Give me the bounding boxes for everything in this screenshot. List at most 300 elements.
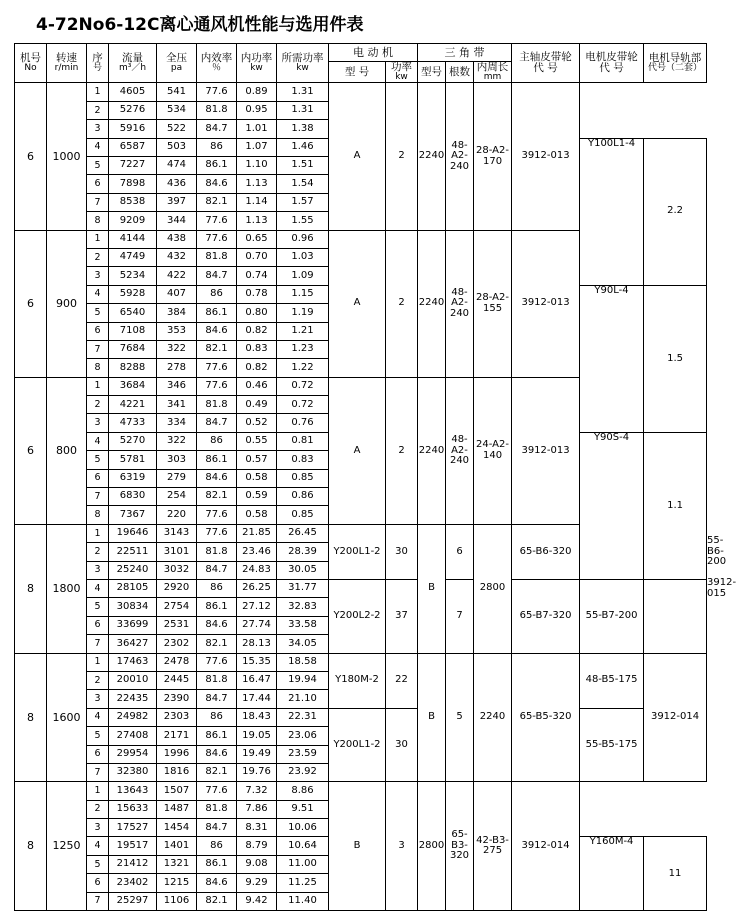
cell-quanya: 322 xyxy=(157,340,197,358)
cell-liuliang: 7227 xyxy=(109,157,157,175)
cell-npower: 26.25 xyxy=(237,580,277,598)
cell-rpower: 0.72 xyxy=(277,396,329,414)
th-suoxugonglv: 所需功率 kw xyxy=(277,44,329,83)
cell-rpower: 30.05 xyxy=(277,561,329,579)
cell-quanya: 1401 xyxy=(157,837,197,855)
cell-main-pulley: 65-B7-320 xyxy=(512,580,580,654)
cell-seq: 8 xyxy=(87,359,109,377)
cell-eff: 84.7 xyxy=(197,414,237,432)
cell-eff: 82.1 xyxy=(197,193,237,211)
cell-quanya: 1816 xyxy=(157,763,197,781)
cell-quanya: 474 xyxy=(157,157,197,175)
cell-npower: 8.79 xyxy=(237,837,277,855)
cell-liuliang: 23402 xyxy=(109,874,157,892)
cell-eff: 77.6 xyxy=(197,377,237,395)
cell-liuliang: 7684 xyxy=(109,340,157,358)
cell-eff: 86.1 xyxy=(197,451,237,469)
cell-rpower: 9.51 xyxy=(277,800,329,818)
cell-npower: 0.58 xyxy=(237,469,277,487)
cell-rpower: 1.23 xyxy=(277,340,329,358)
cell-motor-power: 2.2 xyxy=(644,138,707,285)
cell-rpower: 1.51 xyxy=(277,157,329,175)
cell-seq: 6 xyxy=(87,616,109,634)
th-motor-model: 型 号 xyxy=(329,62,386,83)
cell-eff: 82.1 xyxy=(197,892,237,910)
cell-quanya: 322 xyxy=(157,432,197,450)
cell-quanya: 503 xyxy=(157,138,197,156)
cell-npower: 0.89 xyxy=(237,83,277,101)
th-belt-group: 三 角 带 xyxy=(418,44,512,62)
cell-belt-length: 2800 xyxy=(474,524,512,653)
cell-seq: 5 xyxy=(87,727,109,745)
cell-zhuansu: 1600 xyxy=(47,653,87,782)
cell-motor-model: Y200L2-2 xyxy=(329,580,386,654)
cell-motor-power: 11 xyxy=(644,837,707,911)
cell-jihao: 8 xyxy=(15,782,47,911)
cell-jihao: 6 xyxy=(15,377,47,524)
cell-seq: 7 xyxy=(87,488,109,506)
cell-npower: 27.12 xyxy=(237,598,277,616)
cell-rpower: 21.10 xyxy=(277,690,329,708)
cell-seq: 5 xyxy=(87,451,109,469)
th-xuhao: 序 号 xyxy=(87,44,109,83)
cell-quanya: 2531 xyxy=(157,616,197,634)
cell-npower: 21.85 xyxy=(237,524,277,542)
cell-rpower: 31.77 xyxy=(277,580,329,598)
cell-rpower: 0.85 xyxy=(277,469,329,487)
cell-belt-count: 2 xyxy=(386,83,418,230)
cell-liuliang: 20010 xyxy=(109,671,157,689)
cell-liuliang: 21412 xyxy=(109,855,157,873)
cell-quanya: 2302 xyxy=(157,635,197,653)
cell-eff: 77.6 xyxy=(197,212,237,230)
cell-liuliang: 25240 xyxy=(109,561,157,579)
cell-npower: 18.43 xyxy=(237,708,277,726)
cell-belt-count: 2 xyxy=(386,377,418,524)
cell-quanya: 407 xyxy=(157,285,197,303)
table-body xyxy=(15,83,736,911)
cell-npower: 1.14 xyxy=(237,193,277,211)
cell-npower: 1.13 xyxy=(237,212,277,230)
cell-quanya: 397 xyxy=(157,193,197,211)
th-neixiaolv: 内效率 ％ xyxy=(197,44,237,83)
cell-motor-pulley: 24-A2-140 xyxy=(474,377,512,524)
cell-liuliang: 5781 xyxy=(109,451,157,469)
cell-liuliang: 22511 xyxy=(109,543,157,561)
cell-seq: 3 xyxy=(87,120,109,138)
cell-main-pulley: 48-A2-240 xyxy=(446,83,474,230)
cell-rpower: 10.64 xyxy=(277,837,329,855)
cell-rpower: 0.83 xyxy=(277,451,329,469)
cell-motor-model: Y160M-4 xyxy=(580,837,644,911)
cell-motor-power: 1.5 xyxy=(644,285,707,432)
cell-liuliang: 24982 xyxy=(109,708,157,726)
cell-liuliang: 7108 xyxy=(109,322,157,340)
cell-liuliang: 4749 xyxy=(109,248,157,266)
cell-motor-model: Y100L1-4 xyxy=(580,138,644,285)
cell-seq: 5 xyxy=(87,855,109,873)
cell-eff: 81.8 xyxy=(197,543,237,561)
cell-eff: 77.6 xyxy=(197,524,237,542)
cell-quanya: 1106 xyxy=(157,892,197,910)
th-motor-power: 功率 kw xyxy=(386,62,418,83)
cell-rpower: 0.96 xyxy=(277,230,329,248)
cell-motor-model: Y180M-2 xyxy=(329,653,386,708)
cell-seq: 8 xyxy=(87,212,109,230)
th-belt-type: 型号 xyxy=(418,62,446,83)
cell-belt-type: B xyxy=(329,782,386,911)
cell-eff: 86.1 xyxy=(197,598,237,616)
cell-eff: 81.8 xyxy=(197,800,237,818)
cell-eff: 81.8 xyxy=(197,248,237,266)
cell-npower: 0.78 xyxy=(237,285,277,303)
cell-quanya: 522 xyxy=(157,120,197,138)
cell-npower: 9.08 xyxy=(237,855,277,873)
cell-npower: 0.58 xyxy=(237,506,277,524)
cell-seq: 6 xyxy=(87,874,109,892)
cell-liuliang: 3684 xyxy=(109,377,157,395)
cell-belt-length: 2240 xyxy=(418,83,446,230)
cell-motor-pulley: 42-B3-275 xyxy=(474,782,512,911)
cell-rpower: 19.94 xyxy=(277,671,329,689)
cell-liuliang: 6540 xyxy=(109,304,157,322)
cell-quanya: 3101 xyxy=(157,543,197,561)
cell-motor-power: 1.1 xyxy=(644,432,707,579)
cell-seq: 3 xyxy=(87,819,109,837)
cell-liuliang: 7367 xyxy=(109,506,157,524)
cell-liuliang: 5928 xyxy=(109,285,157,303)
cell-zhuansu: 1800 xyxy=(47,524,87,653)
cell-npower: 24.83 xyxy=(237,561,277,579)
cell-eff: 86.1 xyxy=(197,727,237,745)
cell-seq: 5 xyxy=(87,157,109,175)
cell-eff: 84.7 xyxy=(197,561,237,579)
cell-motor-model: Y90S-4 xyxy=(580,432,644,579)
cell-quanya: 346 xyxy=(157,377,197,395)
cell-npower: 19.05 xyxy=(237,727,277,745)
cell-rpower: 8.86 xyxy=(277,782,329,800)
cell-quanya: 1487 xyxy=(157,800,197,818)
cell-rpower: 0.85 xyxy=(277,506,329,524)
cell-seq: 1 xyxy=(87,377,109,395)
cell-seq: 7 xyxy=(87,635,109,653)
cell-liuliang: 36427 xyxy=(109,635,157,653)
cell-rpower: 18.58 xyxy=(277,653,329,671)
cell-quanya: 2920 xyxy=(157,580,197,598)
cell-seq: 1 xyxy=(87,653,109,671)
cell-quanya: 353 xyxy=(157,322,197,340)
cell-rpower: 1.31 xyxy=(277,101,329,119)
cell-seq: 2 xyxy=(87,101,109,119)
cell-eff: 84.6 xyxy=(197,322,237,340)
cell-liuliang: 29954 xyxy=(109,745,157,763)
cell-jihao: 6 xyxy=(15,83,47,230)
cell-npower: 0.55 xyxy=(237,432,277,450)
cell-eff: 86 xyxy=(197,580,237,598)
cell-quanya: 2754 xyxy=(157,598,197,616)
cell-liuliang: 28105 xyxy=(109,580,157,598)
cell-quanya: 254 xyxy=(157,488,197,506)
cell-eff: 77.6 xyxy=(197,83,237,101)
table-row xyxy=(15,708,707,726)
cell-motor-pulley: 55-B7-200 xyxy=(580,580,644,654)
cell-seq: 4 xyxy=(87,708,109,726)
th-jihao: 机号 No xyxy=(15,44,47,83)
cell-rail: 3912-014 xyxy=(512,782,580,911)
cell-motor-pulley: 48-B5-175 xyxy=(580,653,644,708)
cell-rpower: 1.09 xyxy=(277,267,329,285)
cell-quanya: 436 xyxy=(157,175,197,193)
th-belt-count: 根数 xyxy=(446,62,474,83)
cell-liuliang: 17463 xyxy=(109,653,157,671)
cell-rpower: 1.22 xyxy=(277,359,329,377)
table-row xyxy=(15,580,707,598)
cell-liuliang: 9209 xyxy=(109,212,157,230)
cell-npower: 27.74 xyxy=(237,616,277,634)
cell-eff: 84.7 xyxy=(197,690,237,708)
cell-npower: 1.01 xyxy=(237,120,277,138)
cell-liuliang: 7898 xyxy=(109,175,157,193)
cell-seq: 7 xyxy=(87,340,109,358)
cell-liuliang: 17527 xyxy=(109,819,157,837)
cell-npower: 15.35 xyxy=(237,653,277,671)
cell-rail: 3912-013 xyxy=(512,83,580,230)
cell-seq: 5 xyxy=(87,598,109,616)
cell-npower: 0.82 xyxy=(237,359,277,377)
cell-motor-power: 37 xyxy=(386,580,418,654)
cell-seq: 6 xyxy=(87,175,109,193)
cell-npower: 0.82 xyxy=(237,322,277,340)
cell-seq: 4 xyxy=(87,580,109,598)
cell-rpower: 34.05 xyxy=(277,635,329,653)
cell-zhuansu: 800 xyxy=(47,377,87,524)
cell-motor-pulley: 28-A2-170 xyxy=(474,83,512,230)
cell-rpower: 26.45 xyxy=(277,524,329,542)
cell-npower: 0.46 xyxy=(237,377,277,395)
cell-eff: 84.6 xyxy=(197,874,237,892)
cell-liuliang: 27408 xyxy=(109,727,157,745)
cell-eff: 86 xyxy=(197,837,237,855)
cell-rpower: 1.21 xyxy=(277,322,329,340)
page-title: 4-72No6-12C离心通风机性能与选用件表 xyxy=(36,15,364,35)
cell-liuliang: 6587 xyxy=(109,138,157,156)
cell-seq: 2 xyxy=(87,396,109,414)
cell-liuliang: 5916 xyxy=(109,120,157,138)
cell-quanya: 438 xyxy=(157,230,197,248)
cell-npower: 0.74 xyxy=(237,267,277,285)
cell-seq: 3 xyxy=(87,690,109,708)
cell-npower: 28.13 xyxy=(237,635,277,653)
cell-eff: 81.8 xyxy=(197,396,237,414)
cell-belt-count: 7 xyxy=(446,580,474,654)
cell-quanya: 1996 xyxy=(157,745,197,763)
cell-liuliang: 4144 xyxy=(109,230,157,248)
cell-rpower: 1.38 xyxy=(277,120,329,138)
cell-liuliang: 5276 xyxy=(109,101,157,119)
cell-seq: 8 xyxy=(87,506,109,524)
cell-quanya: 341 xyxy=(157,396,197,414)
cell-rpower: 1.15 xyxy=(277,285,329,303)
cell-rpower: 1.57 xyxy=(277,193,329,211)
cell-quanya: 2303 xyxy=(157,708,197,726)
cell-rpower: 0.86 xyxy=(277,488,329,506)
cell-rpower: 22.31 xyxy=(277,708,329,726)
cell-zhuansu: 900 xyxy=(47,230,87,377)
cell-jihao: 8 xyxy=(15,524,47,653)
cell-seq: 7 xyxy=(87,763,109,781)
cell-quanya: 303 xyxy=(157,451,197,469)
cell-eff: 82.1 xyxy=(197,763,237,781)
cell-npower: 0.49 xyxy=(237,396,277,414)
cell-main-pulley: 48-A2-240 xyxy=(446,377,474,524)
cell-rpower: 1.03 xyxy=(277,248,329,266)
cell-seq: 7 xyxy=(87,193,109,211)
cell-rail: 3912-014 xyxy=(644,653,707,782)
cell-npower: 9.29 xyxy=(237,874,277,892)
cell-quanya: 279 xyxy=(157,469,197,487)
cell-quanya: 541 xyxy=(157,83,197,101)
cell-seq: 2 xyxy=(87,671,109,689)
cell-quanya: 220 xyxy=(157,506,197,524)
cell-motor-pulley: 28-A2-155 xyxy=(474,230,512,377)
cell-rpower: 0.81 xyxy=(277,432,329,450)
cell-belt-count: 5 xyxy=(446,653,474,782)
cell-seq: 4 xyxy=(87,285,109,303)
cell-liuliang: 25297 xyxy=(109,892,157,910)
cell-liuliang: 4221 xyxy=(109,396,157,414)
cell-liuliang: 6319 xyxy=(109,469,157,487)
table-row xyxy=(15,653,707,671)
th-belt-length: 内周长 mm xyxy=(474,62,512,83)
cell-seq: 4 xyxy=(87,138,109,156)
cell-eff: 86 xyxy=(197,138,237,156)
cell-quanya: 422 xyxy=(157,267,197,285)
cell-seq: 1 xyxy=(87,230,109,248)
cell-belt-type: A xyxy=(329,377,386,524)
cell-belt-type: A xyxy=(329,83,386,230)
cell-quanya: 278 xyxy=(157,359,197,377)
cell-npower: 0.80 xyxy=(237,304,277,322)
cell-liuliang: 19646 xyxy=(109,524,157,542)
cell-rpower: 11.40 xyxy=(277,892,329,910)
cell-eff: 84.6 xyxy=(197,175,237,193)
cell-npower: 1.13 xyxy=(237,175,277,193)
cell-npower: 9.42 xyxy=(237,892,277,910)
cell-rpower: 1.54 xyxy=(277,175,329,193)
cell-belt-count: 6 xyxy=(446,524,474,579)
cell-npower: 0.57 xyxy=(237,451,277,469)
cell-liuliang: 5234 xyxy=(109,267,157,285)
cell-eff: 86 xyxy=(197,285,237,303)
cell-eff: 86.1 xyxy=(197,304,237,322)
cell-liuliang: 4605 xyxy=(109,83,157,101)
cell-belt-type: B xyxy=(418,653,446,782)
cell-npower: 19.76 xyxy=(237,763,277,781)
th-quanya: 全压 pa xyxy=(157,44,197,83)
cell-belt-length: 2240 xyxy=(474,653,512,782)
cell-seq: 1 xyxy=(87,782,109,800)
cell-rpower: 1.55 xyxy=(277,212,329,230)
cell-belt-length: 2800 xyxy=(418,782,446,911)
cell-rpower: 23.92 xyxy=(277,763,329,781)
cell-main-pulley: 65-B3-320 xyxy=(446,782,474,911)
cell-eff: 77.6 xyxy=(197,782,237,800)
cell-motor-model: Y90L-4 xyxy=(580,285,644,432)
cell-eff: 86 xyxy=(197,432,237,450)
th-motor-group: 电 动 机 xyxy=(329,44,418,62)
cell-npower: 8.31 xyxy=(237,819,277,837)
cell-seq: 2 xyxy=(87,543,109,561)
cell-quanya: 1454 xyxy=(157,819,197,837)
cell-eff: 84.7 xyxy=(197,819,237,837)
cell-quanya: 3032 xyxy=(157,561,197,579)
cell-eff: 84.7 xyxy=(197,120,237,138)
cell-npower: 23.46 xyxy=(237,543,277,561)
table-row xyxy=(15,83,707,101)
cell-liuliang: 33699 xyxy=(109,616,157,634)
cell-rail: 3912-013 xyxy=(512,230,580,377)
cell-seq: 2 xyxy=(87,248,109,266)
cell-rpower: 33.58 xyxy=(277,616,329,634)
performance-table xyxy=(14,43,736,911)
cell-jihao: 6 xyxy=(15,230,47,377)
cell-eff: 77.6 xyxy=(197,230,237,248)
cell-seq: 1 xyxy=(87,83,109,101)
th-liuliang: 流量 m³／h xyxy=(109,44,157,83)
cell-rpower: 1.46 xyxy=(277,138,329,156)
cell-liuliang: 8288 xyxy=(109,359,157,377)
cell-liuliang: 6830 xyxy=(109,488,157,506)
cell-rpower: 1.19 xyxy=(277,304,329,322)
cell-eff: 84.6 xyxy=(197,745,237,763)
cell-liuliang: 22435 xyxy=(109,690,157,708)
cell-seq: 6 xyxy=(87,469,109,487)
cell-eff: 81.8 xyxy=(197,671,237,689)
cell-eff: 84.6 xyxy=(197,469,237,487)
cell-quanya: 1321 xyxy=(157,855,197,873)
cell-rpower: 32.83 xyxy=(277,598,329,616)
cell-quanya: 2478 xyxy=(157,653,197,671)
cell-jihao: 8 xyxy=(15,653,47,782)
cell-quanya: 2445 xyxy=(157,671,197,689)
cell-motor-power: 30 xyxy=(386,524,418,579)
table-row xyxy=(15,782,707,800)
table-header xyxy=(15,44,707,83)
th-neigonglv: 内功率 kw xyxy=(237,44,277,83)
cell-quanya: 534 xyxy=(157,101,197,119)
cell-seq: 6 xyxy=(87,322,109,340)
cell-npower: 0.95 xyxy=(237,101,277,119)
cell-seq: 7 xyxy=(87,892,109,910)
cell-seq: 5 xyxy=(87,304,109,322)
cell-zhuansu: 1000 xyxy=(47,83,87,230)
cell-npower: 1.10 xyxy=(237,157,277,175)
cell-belt-type: B xyxy=(418,524,446,653)
th-main-pulley: 主轴皮带轮 代 号 xyxy=(512,44,580,83)
cell-main-pulley: 65-B5-320 xyxy=(512,653,580,782)
cell-eff: 86.1 xyxy=(197,157,237,175)
cell-eff: 82.1 xyxy=(197,488,237,506)
cell-quanya: 3143 xyxy=(157,524,197,542)
cell-belt-type: A xyxy=(329,230,386,377)
cell-eff: 77.6 xyxy=(197,506,237,524)
cell-quanya: 344 xyxy=(157,212,197,230)
cell-rpower: 0.72 xyxy=(277,377,329,395)
cell-motor-power: 22 xyxy=(386,653,418,708)
cell-rpower: 0.76 xyxy=(277,414,329,432)
cell-quanya: 2390 xyxy=(157,690,197,708)
cell-rpower: 11.25 xyxy=(277,874,329,892)
